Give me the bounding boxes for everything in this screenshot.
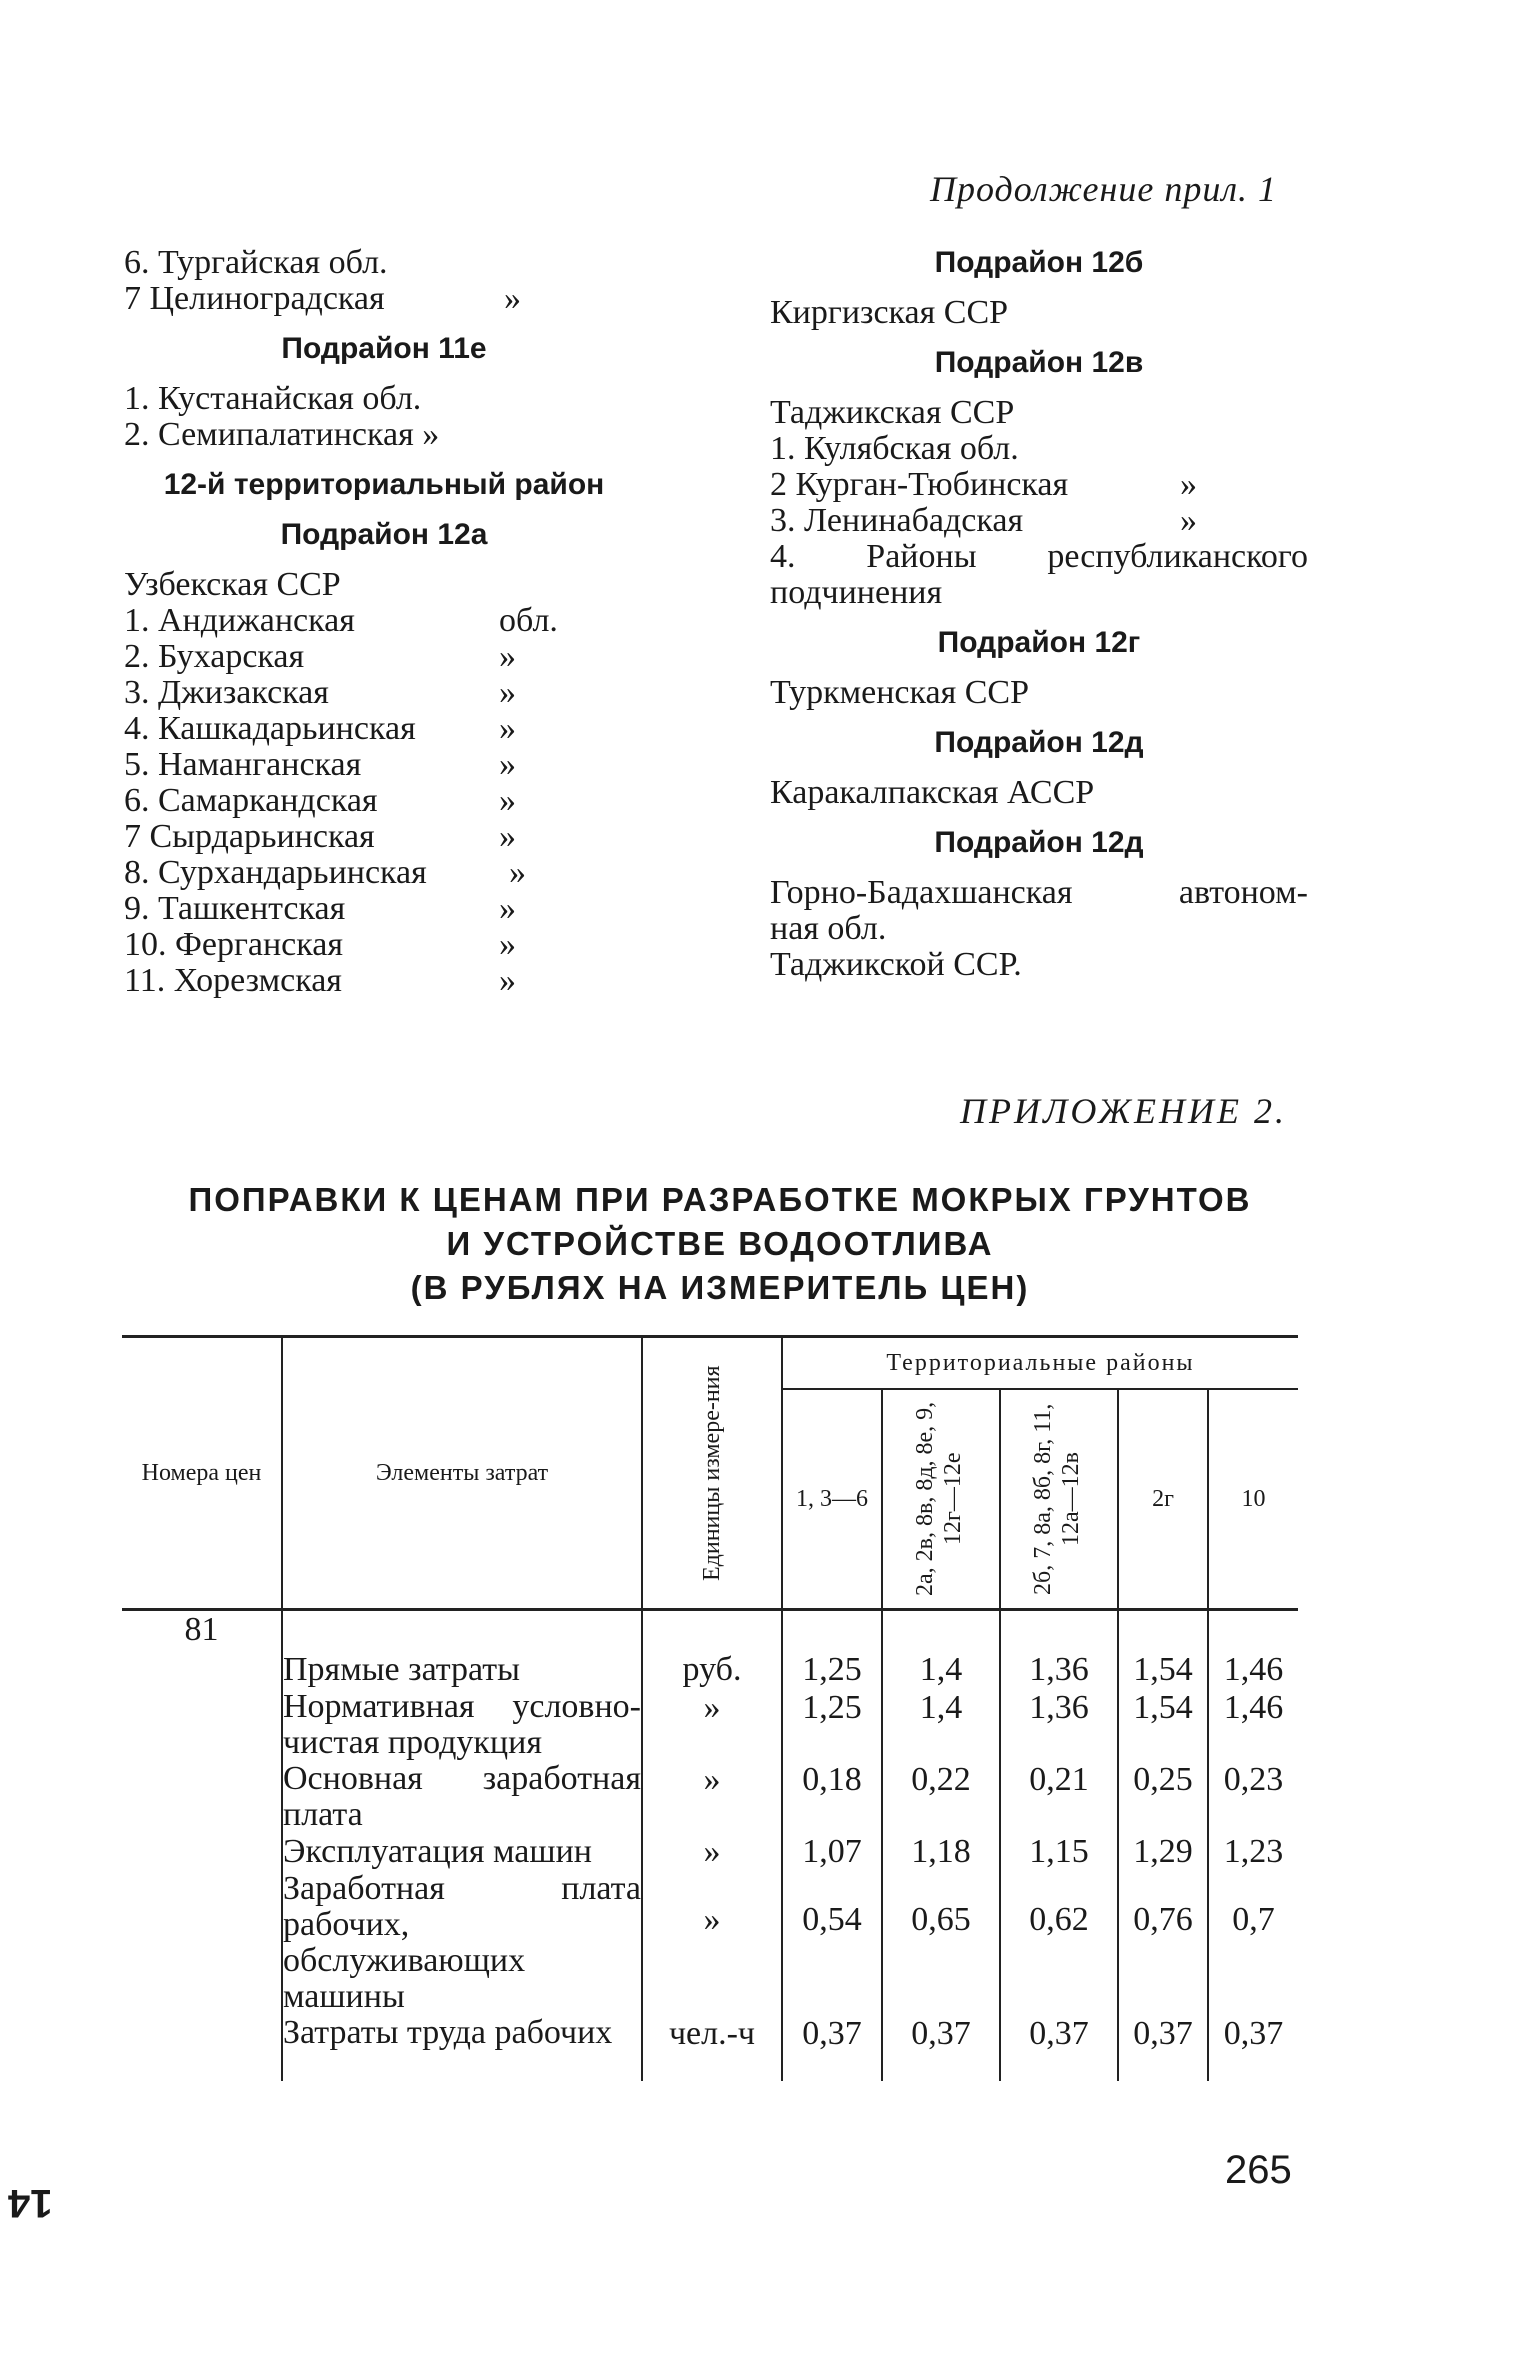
subdistrict-heading: Подрайон 12в — [934, 346, 1144, 379]
subdistrict-heading: Подрайон 12г — [937, 626, 1141, 659]
header-region: 1, 3—6 — [782, 1389, 882, 1610]
value-cell: 0,21 — [1000, 1761, 1118, 1833]
value-cell: 0,37 — [1118, 2015, 1208, 2081]
value-cell: 0,22 — [882, 1761, 1000, 1833]
value-cell: 0,65 — [882, 1871, 1000, 2015]
header-units: Единицы измере-ния — [642, 1337, 782, 1610]
list-item: 2 Курган-Тюбинская » — [770, 466, 1197, 503]
element-cell: Нормативная условно-чистая продукция — [283, 1688, 641, 1761]
list-item: 5. Наманганская » — [124, 746, 516, 783]
value-cell: 0,37 — [1000, 2015, 1118, 2081]
value-cell: 0,25 — [1118, 1761, 1208, 1833]
list-item: 6. Самаркандская » — [124, 782, 516, 819]
table-row — [122, 2015, 1298, 2081]
list-item: 1. Кустанайская обл. — [124, 380, 422, 417]
top-items — [124, 245, 644, 317]
list-item: 1. Кулябская обл. — [770, 430, 1019, 467]
value-cell: 1,29 — [1118, 1833, 1208, 1871]
value-cell: 1,36 — [1000, 1610, 1118, 1690]
value-cell: 1,25 — [782, 1610, 882, 1690]
region-name: Таджикской ССР. — [770, 946, 1022, 983]
subdistrict-heading: Подрайон 11е — [281, 332, 487, 365]
subdistrict-heading: Подрайон 12б — [934, 246, 1144, 279]
value-cell: 0,18 — [782, 1761, 882, 1833]
value-cell: 1,46 — [1223, 1651, 1284, 1688]
value-cell: 1,46 — [1223, 1689, 1284, 1726]
list-item: 2. Семипалатинская » — [124, 416, 440, 453]
header-region: 10 — [1241, 1485, 1266, 1512]
value-cell: 1,15 — [1000, 1833, 1118, 1871]
republic-name: Узбекская ССР — [124, 566, 341, 603]
table-row — [122, 1689, 1298, 1761]
side-number: 14 — [8, 2181, 53, 2225]
header-price-number: Номера цен — [122, 1337, 282, 1610]
list-item: 9. Ташкентская » — [124, 890, 516, 927]
list-item: 8. Сурхандарьинская » — [124, 854, 526, 891]
subdistrict-heading: Подрайон 12д — [934, 826, 1144, 859]
republic-name: Таджикская ССР — [770, 394, 1015, 431]
list-item-continuation: подчинения — [770, 574, 943, 611]
unit-cell: » — [642, 1689, 782, 1761]
unit-cell: » — [642, 1761, 782, 1833]
unit-cell: руб. — [642, 1610, 782, 1690]
table-row — [122, 1610, 1298, 1690]
value-cell: 1,4 — [882, 1610, 1000, 1690]
element-cell: Основная заработная плата — [283, 1760, 641, 1833]
table-row — [122, 1761, 1298, 1833]
price-table — [122, 1335, 1298, 2081]
header-region: 2г — [1118, 1389, 1208, 1610]
right-column — [770, 245, 1308, 983]
region-name: Горно-Бадахшанская автоном- — [770, 874, 1308, 911]
value-cell: 0,7 — [1232, 1901, 1275, 1938]
header-region: 2а, 2в, 8в, 8д, 8е, 9, 12г—12е — [882, 1389, 1000, 1610]
value-cell: 1,54 — [1118, 1689, 1208, 1761]
list-item: 6. Тургайская обл. — [124, 244, 388, 281]
list-item: 11. Хорезмская » — [124, 962, 516, 999]
list-item: 10. Ферганская » — [124, 926, 516, 963]
header-region: 2б, 7, 8а, 8б, 8г, 11, 12а—12в — [1000, 1389, 1118, 1610]
region-name: ная обл. — [770, 910, 887, 947]
value-cell: 0,76 — [1118, 1871, 1208, 2015]
page-title: ПОПРАВКИ К ЦЕНАМ ПРИ РАЗРАБОТКЕ МОКРЫХ ГРУНТОВ И УСТРОЙСТВЕ ВОДООТЛИВА (В РУБЛЯХ НА ИЗМЕРИТЕЛЬ ЦЕН) — [188, 1181, 1252, 1306]
list-item: 3. Ленинабадская » — [770, 502, 1197, 539]
value-cell: 1,07 — [782, 1833, 882, 1871]
value-cell: 1,25 — [782, 1689, 882, 1761]
list-item: 3. Джизакская » — [124, 674, 516, 711]
list-item: 1. Андижанская обл. — [124, 602, 558, 639]
district-heading: 12-й территориальный район — [163, 468, 605, 501]
left-column — [124, 245, 644, 999]
table-row — [122, 1871, 1298, 2015]
value-cell: 0,37 — [782, 2015, 882, 2081]
subdistrict-heading: Подрайон 12а — [280, 518, 488, 551]
republic-name: Каракалпакская АССР — [770, 774, 1095, 811]
unit-cell: » — [642, 1871, 782, 2015]
element-cell: Эксплуатация машин — [282, 1833, 642, 1871]
list-item: 7 Целиноградская » — [124, 280, 521, 317]
list-item: 2. Бухарская » — [124, 638, 516, 675]
value-cell: 0,62 — [1000, 1871, 1118, 2015]
republic-name: Туркменская ССР — [770, 674, 1029, 711]
appendix-label: ПРИЛОЖЕНИЕ 2. — [960, 1091, 1287, 1131]
header-territorial: Территориальные районы — [782, 1337, 1298, 1390]
value-cell: 1,18 — [882, 1833, 1000, 1871]
value-cell: 0,23 — [1223, 1761, 1284, 1798]
table-row — [122, 1833, 1298, 1871]
value-cell: 0,37 — [1223, 2015, 1284, 2052]
unit-cell: чел.-ч — [642, 2015, 782, 2081]
continuation-label: Продолжение прил. 1 — [930, 169, 1278, 209]
header-elements: Элементы затрат — [282, 1337, 642, 1610]
element-cell: Затраты труда рабочих — [282, 2015, 642, 2081]
price-number: 81 — [122, 1610, 282, 2082]
list-item: 4. Районы республиканского — [770, 538, 1308, 575]
element-cell: Прямые затраты — [282, 1610, 642, 1690]
element-cell: Заработная плата рабочих, обслуживающих машины — [283, 1870, 641, 2015]
unit-cell: » — [642, 1833, 782, 1871]
list-item: 7 Сырдарьинская » — [124, 818, 516, 855]
republic-name: Киргизская ССР — [770, 294, 1009, 331]
value-cell: 0,37 — [882, 2015, 1000, 2081]
page-number: 265 — [1225, 2148, 1292, 2192]
value-cell: 1,36 — [1000, 1689, 1118, 1761]
value-cell: 1,54 — [1118, 1610, 1208, 1690]
value-cell: 1,23 — [1223, 1833, 1284, 1870]
subdistrict-heading: Подрайон 12д — [934, 726, 1144, 759]
value-cell: 0,54 — [782, 1871, 882, 2015]
list-item: 4. Кашкадарьинская » — [124, 710, 516, 747]
value-cell: 1,4 — [882, 1689, 1000, 1761]
